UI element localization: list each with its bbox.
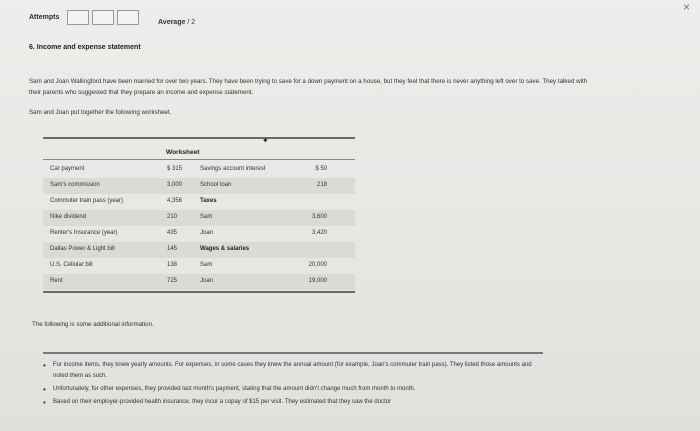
attempts-bar: [0, 0, 700, 34]
table-cell: 210: [167, 214, 178, 220]
table-section-heading: Wages & salaries: [200, 246, 250, 252]
table-row: [43, 178, 355, 194]
question-title: 6. Income and expense statement: [29, 44, 141, 51]
additional-info-list: [43, 360, 543, 410]
table-cell: Nike dividend: [50, 214, 87, 220]
bullet-icon: •: [43, 361, 46, 370]
attempt-box-2: [92, 10, 114, 25]
average-value: / 2: [187, 19, 196, 26]
table-cell: Savings account interest: [200, 166, 266, 172]
list-item: [43, 384, 543, 395]
table-row: [43, 242, 355, 258]
average-label: [158, 19, 195, 26]
table-cell: 20,000: [308, 262, 327, 268]
table-cell: Commuter train pass (year): [50, 198, 124, 204]
table-cell: 138: [167, 262, 178, 268]
average-label-text: Average: [158, 19, 186, 26]
table-cell: Car payment: [50, 166, 85, 172]
table-cell: Sam's commission: [50, 182, 100, 188]
table-cell: 725: [167, 278, 178, 284]
worksheet-title: Worksheet: [166, 149, 200, 156]
close-icon[interactable]: ×: [683, 0, 691, 14]
list-item: [43, 360, 543, 382]
worksheet-title-rule: [43, 159, 355, 160]
table-section-heading: Taxes: [200, 198, 217, 204]
table-cell: Rent: [50, 278, 63, 284]
list-item-text: Unfortunately, for other expenses, they provided last month's payment, stating that the amount didn't change much from month to month.: [53, 386, 416, 392]
table-row: [43, 194, 355, 210]
bullet-icon: •: [43, 385, 46, 394]
table-cell: 3,420: [311, 230, 327, 236]
table-cell: 4,356: [167, 198, 183, 204]
additional-info-intro: The following is some additional information.: [32, 321, 154, 328]
table-cell: Joan: [200, 278, 214, 284]
table-row: [43, 274, 355, 290]
attempt-box-3: [117, 10, 139, 25]
table-cell: Dallas Power & Light bill: [50, 246, 115, 252]
table-row: [43, 258, 355, 274]
table-row: [43, 210, 355, 226]
attempts-label: Attempts: [29, 14, 60, 21]
table-cell: 3,600: [311, 214, 327, 220]
bullet-icon: •: [43, 398, 46, 407]
table-cell: 145: [167, 246, 178, 252]
worksheet-bottom-rule: [43, 291, 355, 293]
table-cell: 3,000: [167, 182, 183, 188]
table-cell: Joan: [200, 230, 214, 236]
attempt-box-1: [67, 10, 89, 25]
table-cell: $ 50: [315, 166, 327, 172]
info-divider: [43, 352, 543, 354]
table-cell: Renter's Insurance (year): [50, 230, 118, 236]
table-cell: U.S. Cellular bill: [50, 262, 93, 268]
table-cell: School loan: [200, 182, 232, 188]
list-item-text: Based on their employer-provided health insurance, they incur a copay of $15 per visit. They estimated that they saw the doctor: [53, 399, 392, 405]
question-paragraph-1: Sam and Joan Wallingford have been married for over two years. They have been trying to save for a down payment on a house, but they feel that there is never anything left over to save. They talked with their parents who suggested that they prepare an income and expense statement.: [29, 78, 588, 96]
list-item: [43, 397, 543, 408]
table-cell: 435: [167, 230, 178, 236]
table-cell: 19,000: [308, 278, 327, 284]
table-cell: 218: [316, 182, 327, 188]
table-cell: Sam: [200, 214, 213, 220]
worksheet-top-rule: [43, 137, 355, 139]
cursor-icon: ✦: [262, 136, 269, 145]
table-cell: Sam: [200, 262, 213, 268]
table-row: [43, 226, 355, 242]
table-row: [43, 162, 355, 178]
list-item-text: For income items, they knew yearly amounts. For expenses, in some cases they knew the annual amount (for example, Joan's commuter train pass). They listed those amounts and noted them as such.: [53, 362, 532, 379]
table-cell: $ 315: [167, 166, 183, 172]
question-paragraph-2: Sam and Joan put together the following worksheet.: [29, 109, 172, 116]
